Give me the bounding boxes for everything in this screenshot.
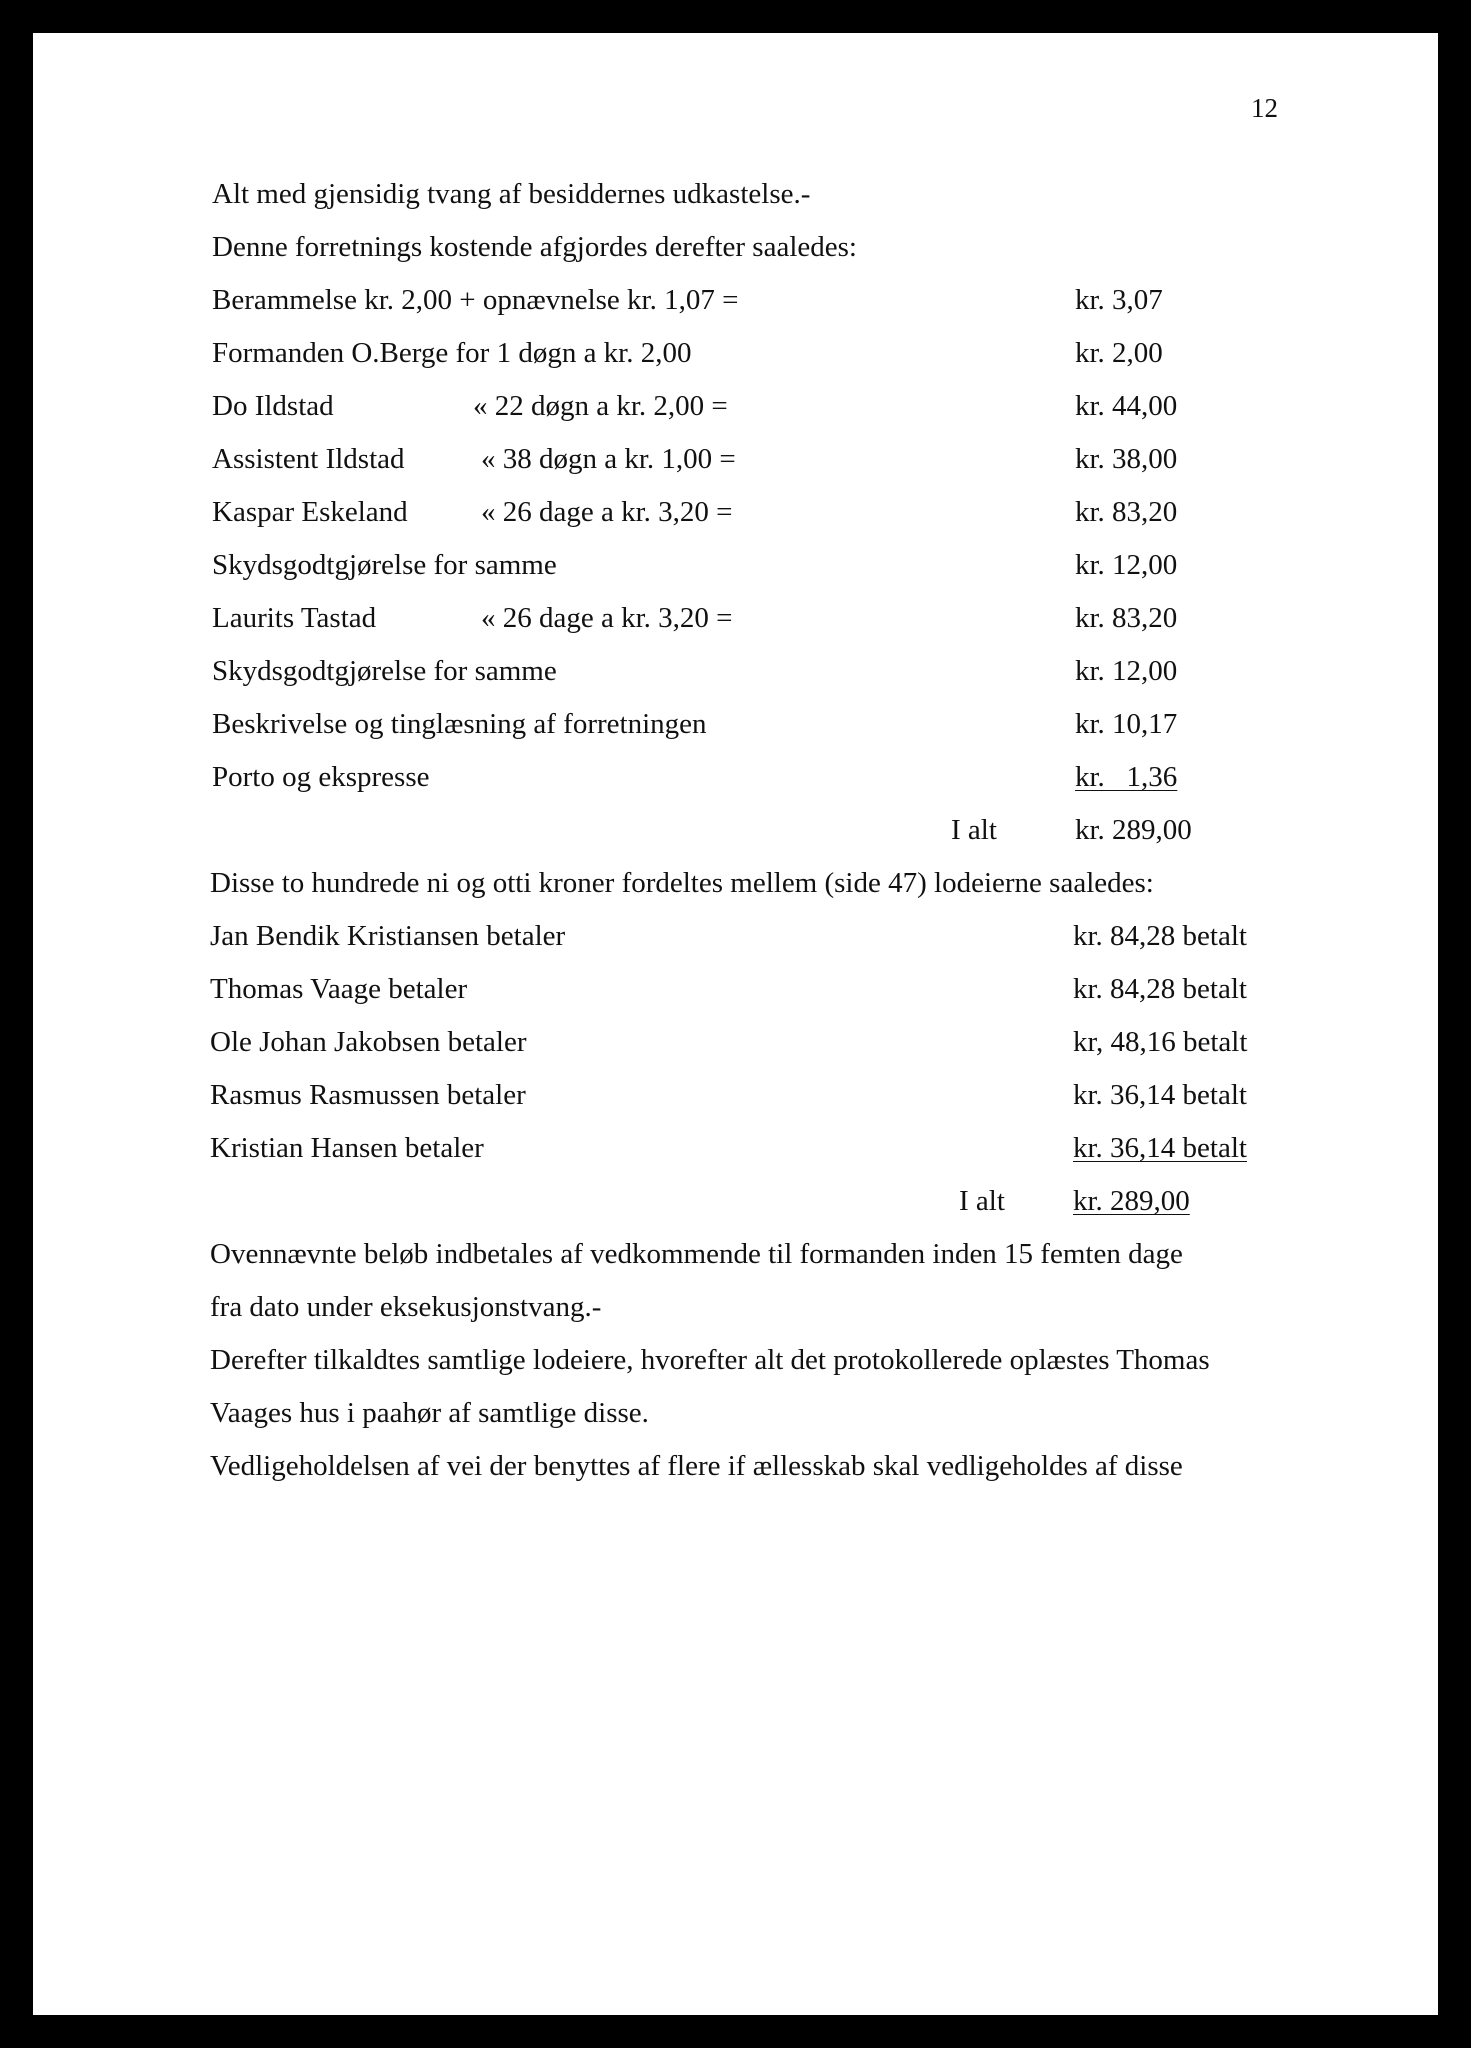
closing-line-3: Derefter tilkaldtes samtlige lodeiere, hvorefter alt det protokollerede oplæstes Thomas [210,1344,1210,1376]
cost-amount: kr. 2,00 [1075,337,1163,369]
payer-name: Rasmus Rasmussen betaler [210,1079,526,1111]
cost-amount: kr. 44,00 [1075,390,1178,422]
cost-label: Skydsgodtgjørelse for samme [212,655,557,687]
cost-amount: kr. 10,17 [1075,708,1178,740]
closing-line-1: Ovennævnte beløb indbetales af vedkommende til formanden inden 15 femten dage [210,1238,1183,1270]
cost-label: Skydsgodtgjørelse for samme [212,549,557,581]
cost-amount: kr. 3,07 [1075,284,1163,316]
intro-line-2: Denne forretnings kostende afgjordes derefter saaledes: [212,231,857,263]
payer-name: Thomas Vaage betaler [210,973,468,1005]
cost-label: Kaspar Eskeland [212,496,408,528]
cost-amount: kr. 83,20 [1075,602,1178,634]
cost-detail: « 26 dage a kr. 3,20 = [481,602,733,634]
cost-amount: kr. 1,36 [1075,761,1178,793]
cost-label: Formanden O.Berge for 1 døgn a kr. 2,00 [212,337,692,369]
cost-amount: kr. 38,00 [1075,443,1178,475]
payer-amount: kr. 36,14 betalt [1073,1079,1247,1111]
payers-total-amount: kr. 289,00 [1073,1185,1190,1217]
closing-line-4: Vaages hus i paahør af samtlige disse. [210,1397,649,1429]
intro-line-1: Alt med gjensidig tvang af besiddernes udkastelse.- [212,178,811,210]
cost-label: Beskrivelse og tinglæsning af forretningen [212,708,707,740]
costs-total-amount: kr. 289,00 [1075,814,1192,846]
payer-name: Ole Johan Jakobsen betaler [210,1026,527,1058]
cost-detail: « 26 dage a kr. 3,20 = [481,496,733,528]
document-page [33,33,1438,2015]
page-number: 12 [1251,93,1278,123]
cost-label: Do Ildstad [212,390,334,422]
cost-detail: « 38 døgn a kr. 1,00 = [481,443,736,475]
closing-line-5: Vedligeholdelsen af vei der benyttes af flere if ællesskab skal vedligeholdes af disse [210,1450,1183,1482]
cost-amount: kr. 12,00 [1075,549,1178,581]
payers-total-label: I alt [959,1185,1005,1217]
payer-amount: kr, 48,16 betalt [1073,1026,1248,1058]
payer-name: Jan Bendik Kristiansen betaler [210,920,566,952]
payer-amount: kr. 36,14 betalt [1073,1132,1247,1164]
cost-label: Laurits Tastad [212,602,377,634]
payer-amount: kr. 84,28 betalt [1073,973,1247,1005]
closing-line-2: fra dato under eksekusjonstvang.- [210,1291,602,1323]
payer-amount: kr. 84,28 betalt [1073,920,1247,952]
cost-label: Berammelse kr. 2,00 + opnævnelse kr. 1,07 = [212,284,739,316]
payer-name: Kristian Hansen betaler [210,1132,484,1164]
distribution-intro: Disse to hundrede ni og otti kroner fordeltes mellem (side 47) lodeierne saaledes: [210,867,1154,899]
costs-total-label: I alt [951,814,997,846]
cost-label: Assistent Ildstad [212,443,405,475]
cost-label: Porto og ekspresse [212,761,430,793]
cost-amount: kr. 12,00 [1075,655,1178,687]
cost-detail: « 22 døgn a kr. 2,00 = [473,390,728,422]
cost-amount: kr. 83,20 [1075,496,1178,528]
